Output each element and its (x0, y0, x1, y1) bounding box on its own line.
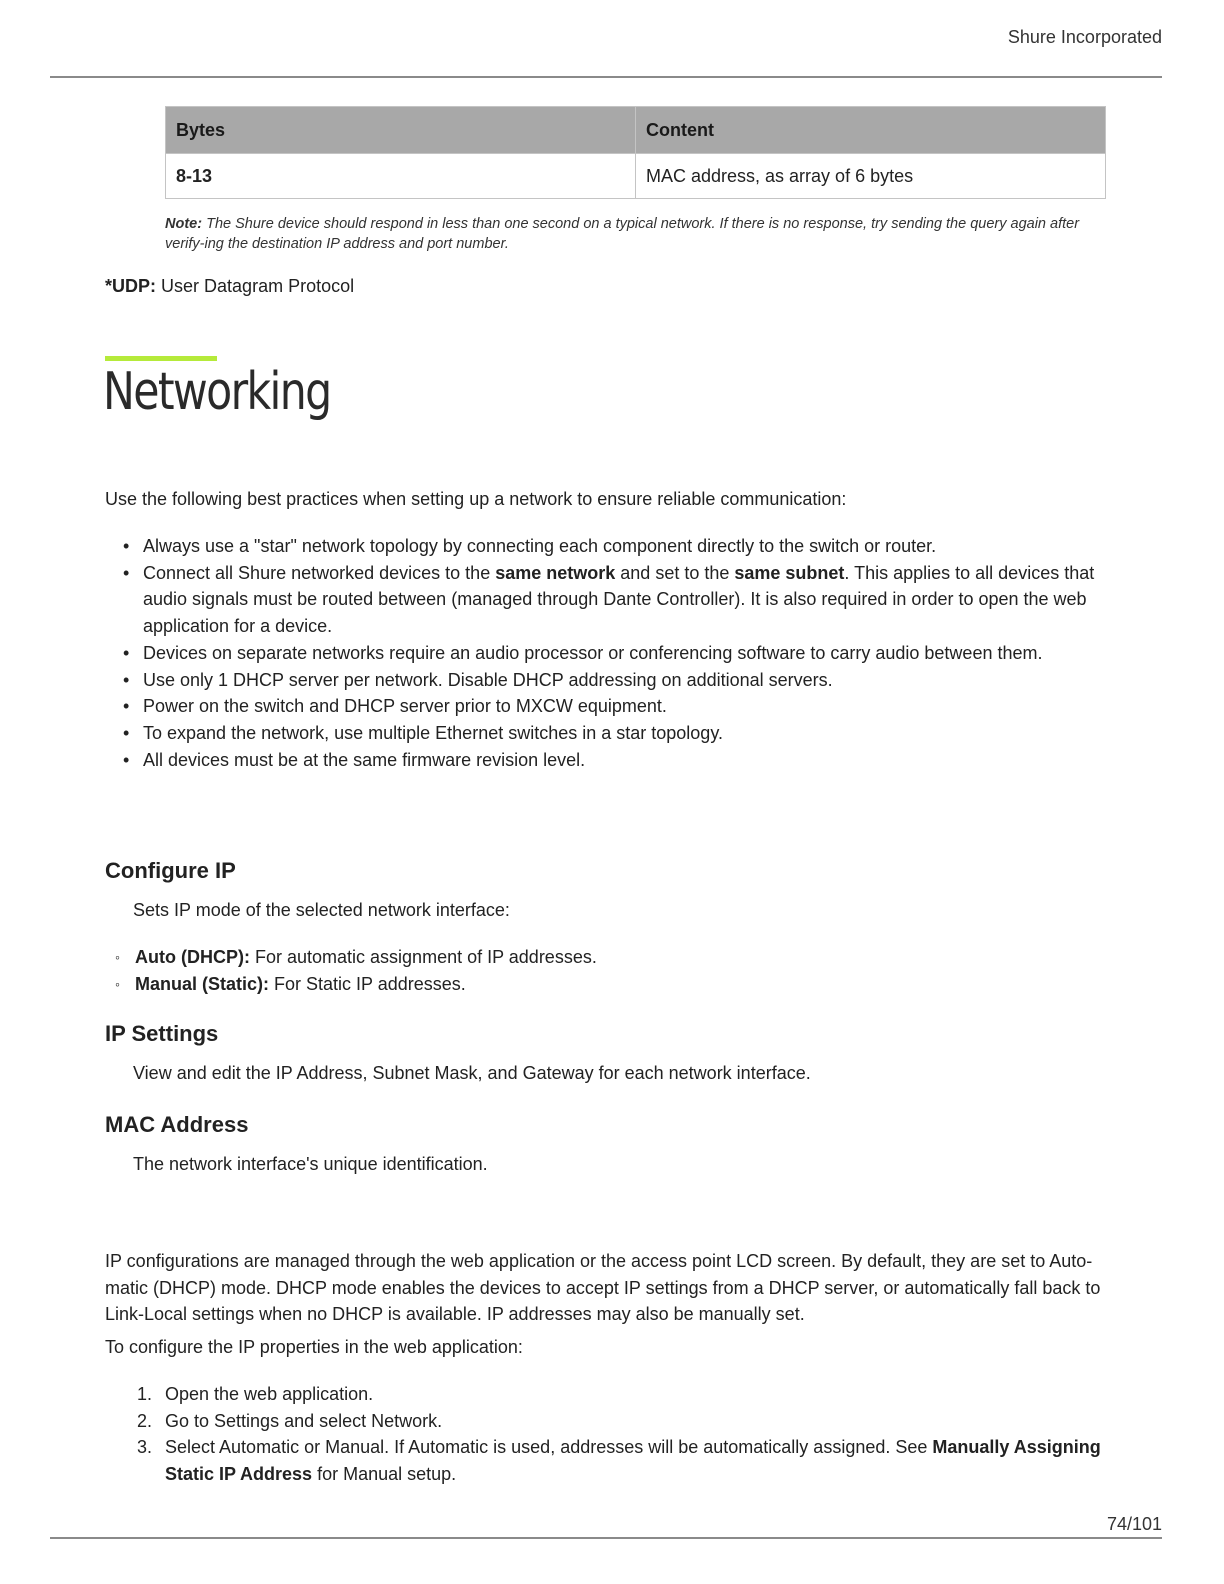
configure-ip-description: Sets IP mode of the selected network interface: (133, 900, 510, 920)
step-text: for Manual setup. (312, 1464, 457, 1485)
bullet-text: and set to the (615, 562, 735, 583)
mac-address-description: The network interface's unique identification. (133, 1154, 488, 1174)
list-item: • Use only 1 DHCP server per network. Disable DHCP addressing on additional servers. (105, 667, 1105, 694)
udp-term: *UDP: (105, 276, 157, 296)
auto-dhcp-text: For automatic assignment of IP addresses. (255, 947, 597, 967)
manual-static-label: Manual (Static): (135, 973, 270, 994)
step-text: Go to Settings and select Network. (165, 1410, 443, 1431)
section-accent-bar (105, 356, 217, 361)
header-company-name: Shure Incorporated (1007, 27, 1162, 47)
list-item (105, 971, 597, 998)
step-number: 2. (137, 1410, 153, 1431)
list-item: • To expand the network, use multiple Ethernet switches in a star topology. (105, 720, 1105, 747)
networking-intro: Use the following best practices when setting up a network to ensure reliable communication: (105, 489, 847, 509)
table-header-content: Content (636, 107, 1106, 154)
configure-ip-heading: Configure IP (105, 858, 236, 883)
list-item (105, 1381, 1105, 1408)
udp-definition-text: User Datagram Protocol (161, 276, 355, 296)
list-item (105, 1434, 1105, 1487)
table-cell-bytes: 8-13 (166, 154, 636, 199)
table-cell-content: MAC address, as array of 6 bytes (636, 154, 1106, 199)
note-paragraph (165, 214, 1110, 254)
ip-settings-description: View and edit the IP Address, Subnet Mask, and Gateway for each network interface. (133, 1063, 811, 1083)
step-text: Open the web application. (165, 1384, 374, 1404)
step-text: Select Automatic or Manual. If Automatic is used, addresses will be automatically assigned. See (165, 1437, 933, 1458)
manual-assign-link-text: Manually Assigning Static IP Address (165, 1437, 1101, 1485)
ip-mode-list (105, 944, 597, 997)
table-row (166, 154, 1106, 199)
note-label: Note: (165, 216, 203, 232)
configure-steps-list (105, 1381, 1105, 1488)
step-number: 3. (137, 1437, 153, 1458)
page-number: 74/101 (1106, 1514, 1162, 1534)
configure-steps-intro: To configure the IP properties in the web application: (105, 1337, 523, 1357)
section-title: Networking (103, 362, 331, 422)
table-header-bytes: Bytes (166, 107, 636, 154)
ip-settings-heading: IP Settings (105, 1021, 219, 1046)
bytes-content-table (165, 106, 1106, 199)
list-item (105, 1408, 1105, 1435)
best-practices-list (105, 533, 1105, 773)
list-item: • Always use a "star" network topology by connecting each component directly to the switch or router. (105, 533, 1105, 560)
ip-config-paragraph: IP configurations are managed through the web application or the access point LCD screen. By default, they are set to Auto-matic (DHCP) mode. DHCP mode enables the devices to accept IP settings from a DHCP server, or automatically fall back to Link-Local settings when no DHCP is available. IP addresses may also be manually set. (105, 1251, 1101, 1324)
auto-dhcp-label: Auto (DHCP): (135, 947, 250, 967)
udp-definition (105, 276, 354, 297)
step-number: 1. (137, 1384, 153, 1404)
manual-static-text: For Static IP addresses. (274, 973, 466, 994)
list-item: • All devices must be at the same firmware revision level. (105, 747, 1105, 774)
note-text: The Shure device should respond in less than one second on a typical network. If there is no response, try sending the query again after verify-ing the destination IP address and port number. (165, 216, 1080, 252)
bullet-text: Connect all Shure networked devices to the (143, 562, 496, 583)
bullet-bold-same-network: same network (495, 562, 616, 583)
footer-divider (50, 1537, 1162, 1539)
list-item: • Power on the switch and DHCP server prior to MXCW equipment. (105, 693, 1105, 720)
header-divider (50, 76, 1162, 78)
table-header-row (166, 107, 1106, 154)
list-item: • Devices on separate networks require an audio processor or conferencing software to carry audio between them. (105, 640, 1105, 667)
bullet-bold-same-subnet: same subnet (734, 562, 845, 583)
bullet-text: . This applies to all devices that audio signals must be routed between (managed through Dante Controller). It is also required in order to open the web application for a device. (143, 562, 1095, 637)
list-item (105, 560, 1105, 640)
list-item (105, 944, 597, 971)
mac-address-heading: MAC Address (105, 1112, 249, 1137)
